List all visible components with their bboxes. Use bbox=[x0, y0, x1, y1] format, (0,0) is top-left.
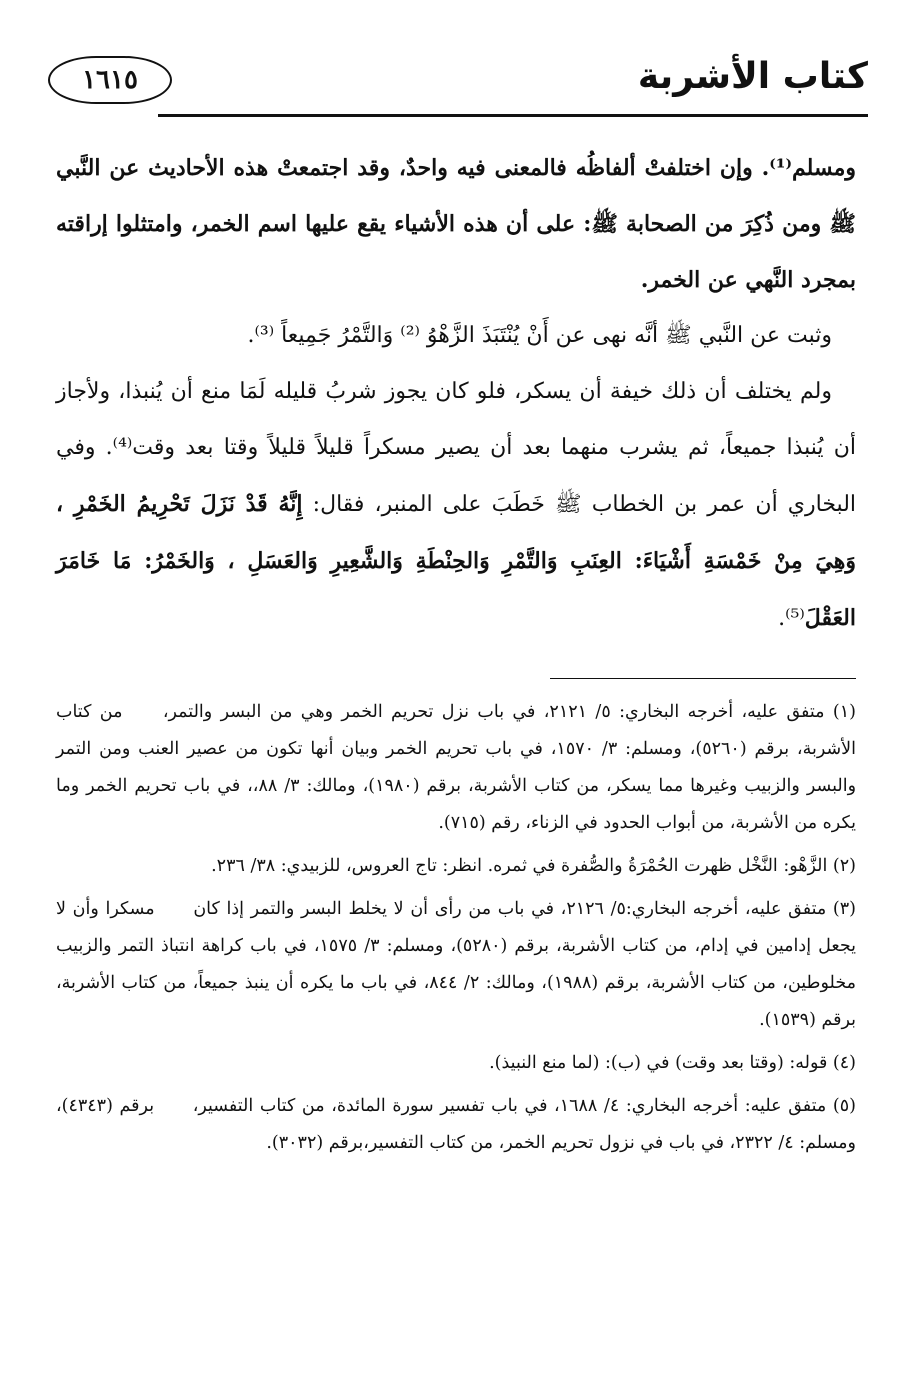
footnote-3-rest: مسكرا وأن لا يجعل إدامين في إدام، من كتاب الأشربة، برقم (٥٢٨٠)، ومسلم: ٣/ ١٥٧٥، في باب كراهة انتباذ التمر والزبيب مخلوطين، من كتاب الأشربة، برقم (١٩٨٨)، ومالك: ٢/ ٨٤٤، في باب ما يكره أن ينبذ جميعاً، من كتاب الأشربة، برقم (١٥٣٩). bbox=[56, 899, 857, 1030]
page-header bbox=[48, 50, 868, 120]
paragraph-3 bbox=[56, 364, 856, 647]
main-text bbox=[56, 140, 856, 647]
footnote-3 bbox=[56, 891, 856, 1039]
footnote-1-first: (١) متفق عليه، أخرجه البخاري: ٥/ ٢١٢١، في باب نزل تحريم الخمر وهي من البسر والتمر، bbox=[162, 702, 856, 722]
footnote-5-rest: برقم (٤٣٤٣)، ومسلم: ٤/ ٢٣٢٢، في باب في نزول تحريم الخمر، من كتاب التفسير،برقم (٣٠٣٢). bbox=[56, 1096, 856, 1153]
footnote-3-first: (٣) متفق عليه، أخرجه البخاري:٥/ ٢١٢٦، في باب من رأى أن لا يخلط البسر والتمر إذا كان bbox=[193, 899, 856, 919]
footnote-5-first: (٥) متفق عليه: أخرجه البخاري: ٤/ ١٦٨٨، في باب تفسير سورة المائدة، من كتاب التفسير، bbox=[192, 1096, 856, 1116]
footnote-2 bbox=[56, 848, 856, 885]
paragraph-1: ومسلم⁽¹⁾. وإن اختلفتْ ألفاظُه فالمعنى فيه واحدٌ، وقد اجتمعتْ هذه الأحاديث عن النَّبي ﷺ ومن ذُكِرَ من الصحابة ﷺ: على أن هذه الأشياء يقع عليها اسم الخمر، وامتثلوا إراقته بمجرد النَّهي عن الخمر. bbox=[56, 155, 856, 293]
footnote-1 bbox=[56, 694, 856, 842]
footnote-4 bbox=[56, 1045, 856, 1082]
footnote-5 bbox=[56, 1088, 856, 1162]
paragraph-2: وثبت عن النَّبي ﷺ أنَّه نهى عن أَنْ يُنْتَبَذَ الزَّهْوُ ⁽²⁾ وَالتَّمْرُ جَمِيعاً ⁽³⁾. bbox=[247, 323, 832, 348]
footnotes bbox=[56, 694, 856, 1168]
paragraph-3-end: ⁽⁵⁾. bbox=[778, 606, 805, 631]
footnote-2-first: (٢) الزَّهْو: النَّخْل ظهرت الحُمْرَةُ والصُّفرة في ثمره. انظر: تاج العروس، للزبيدي: ٣٨/ ٢٣٦. bbox=[211, 856, 856, 876]
footnote-separator bbox=[550, 678, 856, 679]
header-rule bbox=[158, 114, 868, 117]
footnote-1-rest: من كتاب الأشربة، برقم (٥٢٦٠)، ومسلم: ٣/ ١٥٧٠، في باب تحريم الخمر وبيان أنها تكون من عصير العنب ومن التمر والبسر والزبيب وغيرها مما يسكر، من كتاب الأشربة، برقم (١٩٨٠)، ومالك: ٣/ ٨٨،، في باب تحريم الخمر وما يكره من الأشربة، من أبواب الحدود في الزناء، رقم (٧١٥). bbox=[56, 702, 857, 833]
page-number: ١٦١٥ bbox=[48, 56, 172, 104]
hadith-quote: إِنَّهُ قَدْ نَزَلَ تَحْرِيمُ الخَمْرِ ، وَهِيَ مِنْ خَمْسَةِ أَشْيَاءَ: العِنَبِ وَالتَّمْرِ وَالحِنْطَةِ وَالشَّعِيرِ وَالعَسَلِ ، وَالخَمْرُ: مَا خَامَرَ العَقْلَ bbox=[56, 491, 856, 631]
footnote-4-first: (٤) قوله: (وقتا بعد وقت) في (ب): (لما منع النبيذ). bbox=[489, 1053, 856, 1073]
book-title: كتاب الأشربة bbox=[637, 56, 868, 97]
paragraph-3-intro: ولم يختلف أن ذلك خيفة أن يسكر، فلو كان يجوز شربُ قليله لَمَا منع أن يُنبذا، ولأجاز أن يُنبذا جميعاً، ثم يشرب منهما بعد أن يصير مسكراً قليلاً قليلاً وقتا بعد وقت⁽⁴⁾. وفي البخاري أن عمر بن الخطاب ﷺ خَطَبَ على المنبر، فقال: bbox=[56, 379, 857, 517]
